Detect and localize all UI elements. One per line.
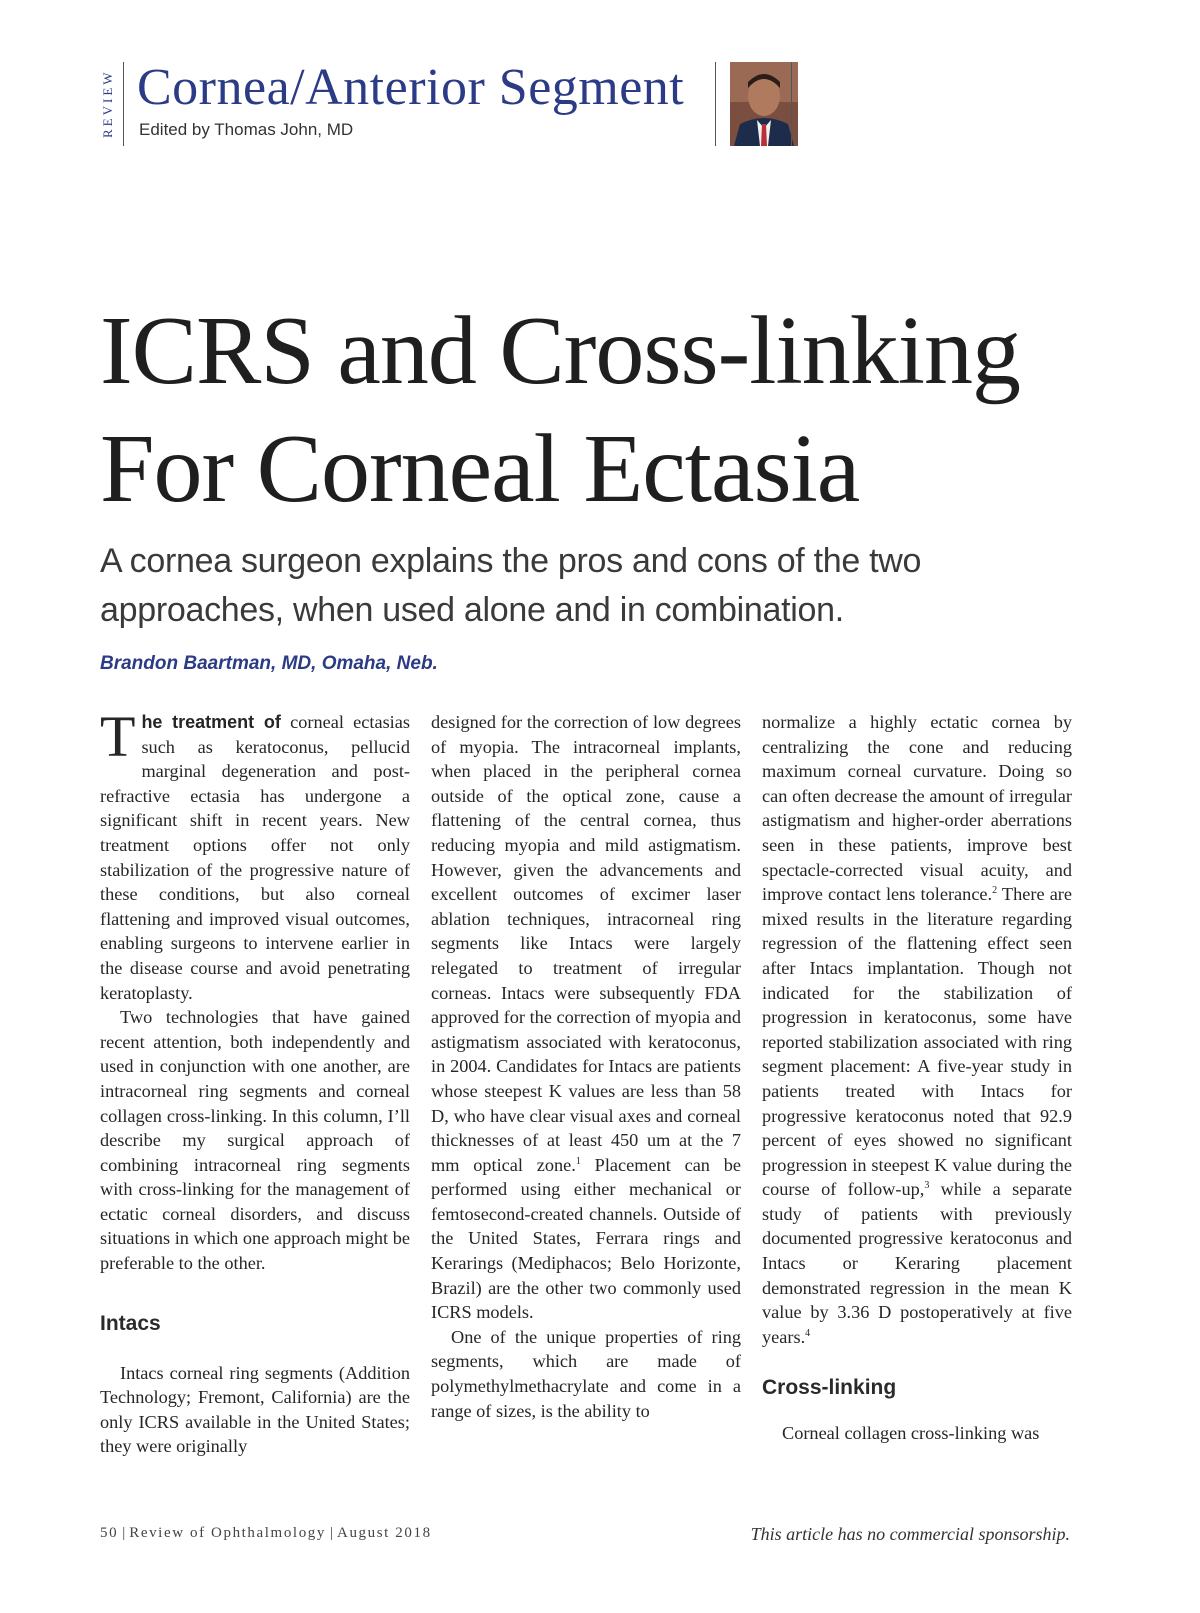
editor-portrait-image <box>730 62 798 146</box>
drop-cap: T <box>100 704 136 769</box>
lead-in: he treatment of <box>141 712 281 732</box>
section-title: Cornea/Anterior Segment <box>137 59 685 116</box>
body-text: corneal ectasias such as keratoconus, pellucid marginal degeneration and post-refractive ectasia has undergone a significant shift in recent years. New treatment options offer not only stabilization of the progressive nature of these conditions, but also corneal flattening and improved visual outcomes, enabling surgeons to intervene earlier in the disease course and avoid penetrating keratoplasty. <box>100 712 410 1003</box>
article-title-line-2: For Corneal Ectasia <box>100 415 860 523</box>
body-paragraph <box>762 710 1072 1349</box>
body-text: normalize a highly ectatic cornea by centralizing the cone and reducing maximum corneal curvature. Doing so can often decrease the amount of irregular astigmatism and higher-order aberrations seen in these patients, improve best spectacle-corrected visual acuity, and improve contact lens tolerance. <box>762 712 1072 905</box>
footnote-ref: 3 <box>924 1180 930 1192</box>
footnote-ref: 1 <box>575 1155 581 1167</box>
footnote-ref: 4 <box>805 1327 811 1339</box>
body-text: designed for the correction of low degrees of myopia. The intracorneal implants, when placed in the peripheral cornea outside of the optical zone, cause a flattening of the central cornea, thus reducing myopia and mild astigmatism. However, given the advancements and excellent outcomes of excimer laser ablation techniques, intracorneal ring segments like Intacs were largely relegated to treatment of irregular corneas. Intacs were subsequently FDA approved for the correction of myopia and astigmatism associated with keratoconus, in 2004. Candidates for Intacs are patients whose steepest K values are less than 58 D, who have clear visual axes and corneal thicknesses of at least 450 um at the 7 mm optical zone. <box>431 712 741 1175</box>
page-footer <box>100 1525 432 1542</box>
editor-photo <box>730 62 798 146</box>
body-paragraph <box>431 710 741 1325</box>
article-byline: Brandon Baartman, MD, Omaha, Neb. <box>100 653 438 674</box>
sponsorship-note: This article has no commercial sponsorship. <box>750 1524 1070 1544</box>
article-title <box>100 292 1020 528</box>
body-paragraph <box>100 704 410 1005</box>
section-editor: Edited by Thomas John, MD <box>139 120 354 139</box>
article-deck: A cornea surgeon explains the pros and cons of the two approaches, when used alone and in combination. <box>100 542 922 629</box>
page-number: 50 <box>100 1525 119 1541</box>
body-column-3 <box>762 710 1072 1446</box>
header-divider <box>791 62 792 146</box>
body-column-2 <box>431 710 741 1423</box>
header-divider <box>715 62 716 146</box>
footer-separator: | <box>122 1525 126 1541</box>
body-text: There are mixed results in the literature regarding regression of the flattening effect seen after Intacs implantation. Though not indicated for the stabilization of progression in keratoconus, some have reported stabilization associated with ring segment placement: A five-year study in patients treated with Intacs for progressive keratoconus noted that 92.9 percent of eyes showed no significant progression in steepest K value during the course of follow-up, <box>762 884 1073 1200</box>
body-paragraph: Two technologies that have gained recent attention, both independently and used in conjunction with one another, are intracorneal ring segments and corneal collagen cross-linking. In this column, I’ll describe my surgical approach of combining intracorneal ring segments with cross-linking for the management of ectatic corneal disorders, and discuss situations in which one approach might be preferable to the other. <box>100 1007 410 1274</box>
subhead-intacs: Intacs <box>100 1311 161 1335</box>
publication-name: Review of Ophthalmology <box>129 1525 326 1541</box>
body-paragraph: Corneal collagen cross-linking was <box>782 1423 1040 1444</box>
article-title-line-1: ICRS and Cross-linking <box>100 297 1020 405</box>
body-text: while a separate study of patients with previously documented progressive keratoconus and Intacs or Keraring placement demonstrated regression in the mean K value by 3.36 D postoperatively at five years. <box>762 1179 1072 1347</box>
issue-date: August 2018 <box>337 1525 432 1541</box>
body-text: Placement can be performed using either mechanical or femtosecond-created channels. Outside of the United States, Ferrara rings and Kerarings (Mediphacos; Belo Horizonte, Brazil) are the other two commonly used ICRS models. <box>431 1154 741 1323</box>
body-column-1 <box>100 704 410 1459</box>
footer-separator: | <box>330 1525 334 1541</box>
review-tag: REVIEW <box>100 69 115 139</box>
body-paragraph: Intacs corneal ring segments (Addition Technology; Fremont, California) are the only ICRS available in the United States; they were originally <box>100 1362 410 1457</box>
body-paragraph: One of the unique properties of ring segments, which are made of polymethylmethacrylate and come in a range of sizes, is the ability to <box>431 1326 741 1421</box>
header-divider <box>123 62 124 146</box>
subhead-cross-linking: Cross-linking <box>762 1376 897 1400</box>
footnote-ref: 2 <box>992 885 998 897</box>
